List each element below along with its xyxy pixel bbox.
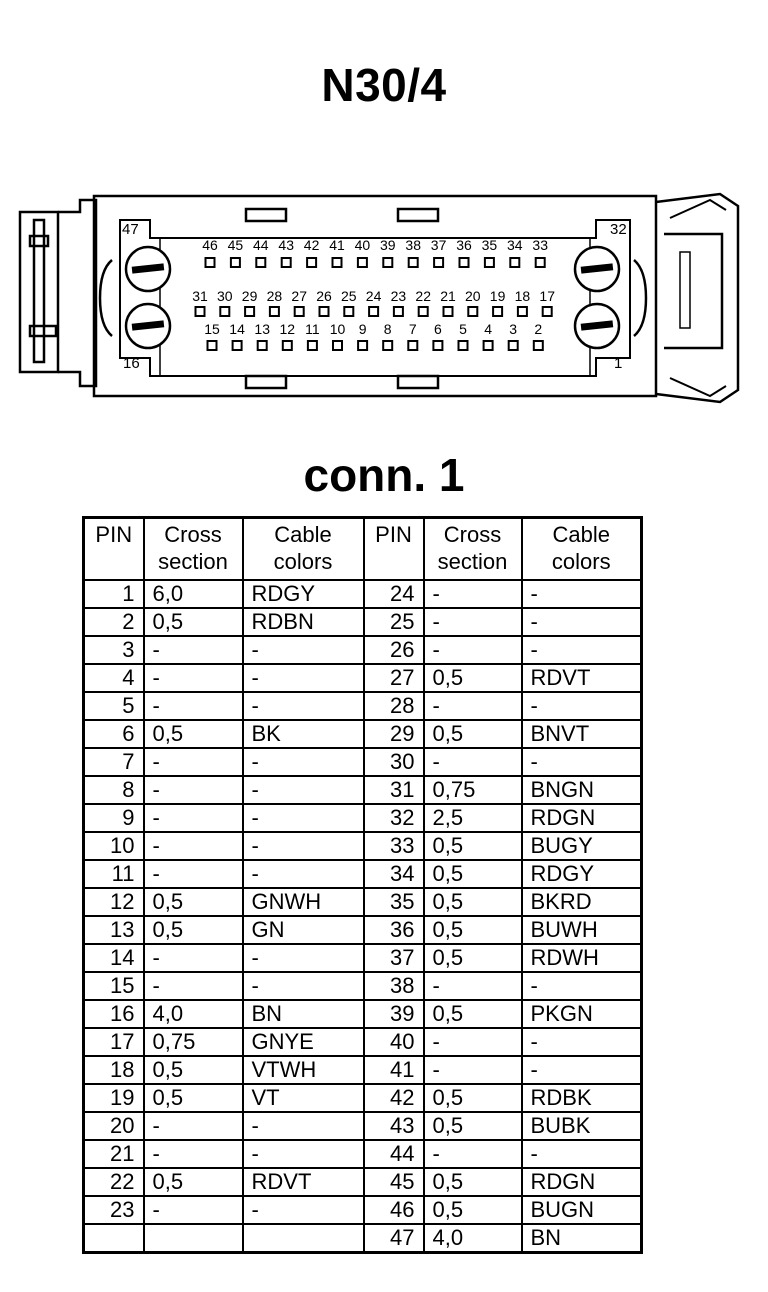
pin-cell: 46 (364, 1196, 424, 1224)
pin-label-12: 12 (279, 321, 296, 337)
cross-section-cell: 6,0 (144, 580, 243, 608)
pin-cell: 6 (84, 720, 144, 748)
connector-title: conn. 1 (303, 449, 465, 501)
pin-socket-30 (220, 307, 229, 316)
pin-label-30: 30 (217, 288, 233, 304)
pin-socket-10 (333, 341, 342, 350)
pin-socket-2 (534, 341, 543, 350)
cross-section-cell: 0,5 (424, 1168, 522, 1196)
corner-label-1: 1 (614, 355, 623, 372)
cable-color-cell: RDVT (522, 664, 642, 692)
pin-socket-23 (394, 307, 403, 316)
cross-section-cell: - (144, 804, 243, 832)
pin-cell: 38 (364, 972, 424, 1000)
table-header-row (84, 518, 642, 581)
cross-section-cell: 0,5 (424, 1112, 522, 1140)
cross-section-cell: 0,5 (144, 1084, 243, 1112)
pin-label-18: 18 (514, 288, 531, 304)
pin-label-34: 34 (507, 237, 523, 253)
pin-cell: 33 (364, 832, 424, 860)
pin-label-13: 13 (254, 321, 270, 337)
pin-cell: 19 (84, 1084, 144, 1112)
table-header-5 (522, 518, 642, 581)
cable-color-cell: - (522, 1056, 642, 1084)
pin-socket-41 (333, 258, 342, 267)
cross-section-cell: 0,5 (424, 888, 522, 916)
cable-color-cell: - (243, 944, 364, 972)
pin-label-31: 31 (192, 288, 208, 304)
pin-socket-35 (485, 258, 494, 267)
cross-section-cell: 4,0 (424, 1224, 522, 1253)
pin-label-36: 36 (456, 237, 472, 253)
pin-cell: 3 (84, 636, 144, 664)
pin-socket-11 (308, 341, 317, 350)
pin-label-6: 6 (434, 321, 442, 337)
table-header-4 (424, 518, 522, 581)
pin-cell: 36 (364, 916, 424, 944)
cable-color-cell: - (522, 1140, 642, 1168)
cross-section-cell: 0,5 (424, 720, 522, 748)
pin-label-11: 11 (305, 321, 320, 337)
cable-color-cell: - (522, 636, 642, 664)
cable-color-cell: - (522, 692, 642, 720)
pin-cell: 21 (84, 1140, 144, 1168)
table-row (84, 692, 642, 720)
pin-label-27: 27 (291, 288, 307, 304)
pin-label-40: 40 (354, 237, 371, 253)
pin-socket-46 (206, 258, 215, 267)
pin-socket-43 (282, 258, 291, 267)
pin-label-26: 26 (316, 288, 332, 304)
table-row (84, 972, 642, 1000)
pin-cell: 40 (364, 1028, 424, 1056)
pin-cell: 39 (364, 1000, 424, 1028)
pin-label-41: 41 (329, 237, 345, 253)
cross-section-cell: 0,5 (144, 1056, 243, 1084)
table-row (84, 776, 642, 804)
pin-socket-37 (434, 258, 443, 267)
pin-socket-8 (383, 341, 392, 350)
cable-color-cell: BKRD (522, 888, 642, 916)
pin-label-4: 4 (484, 321, 492, 337)
cable-color-cell: BK (243, 720, 364, 748)
pin-cell: 11 (84, 860, 144, 888)
cross-section-cell: 0,5 (424, 916, 522, 944)
cable-color-cell: BUWH (522, 916, 642, 944)
cross-section-cell: - (144, 972, 243, 1000)
pin-socket-40 (358, 258, 367, 267)
pin-label-3: 3 (509, 321, 518, 337)
cross-section-cell: 0,5 (424, 1084, 522, 1112)
pin-cell (84, 1224, 144, 1253)
cross-section-cell: - (144, 776, 243, 804)
pin-socket-19 (493, 307, 502, 316)
cable-color-cell: BNVT (522, 720, 642, 748)
cable-color-cell: GNYE (243, 1028, 364, 1056)
pin-socket-33 (536, 258, 545, 267)
pin-cell: 27 (364, 664, 424, 692)
header-text: section (437, 549, 508, 574)
pin-cell: 5 (84, 692, 144, 720)
cable-color-cell: BUGN (522, 1196, 642, 1224)
pin-socket-9 (358, 341, 367, 350)
table-row (84, 748, 642, 776)
cross-section-cell: - (144, 1140, 243, 1168)
pin-label-25: 25 (341, 288, 357, 304)
cross-section-cell: 0,75 (144, 1028, 243, 1056)
pin-cell: 24 (364, 580, 424, 608)
table-row (84, 916, 642, 944)
cable-color-cell: - (243, 1140, 364, 1168)
cable-color-cell: RDGY (522, 860, 642, 888)
pin-cell: 20 (84, 1112, 144, 1140)
cross-section-cell: 0,75 (424, 776, 522, 804)
pin-cell: 13 (84, 916, 144, 944)
pin-label-20: 20 (465, 288, 481, 304)
pin-cell: 15 (84, 972, 144, 1000)
cross-section-cell: - (144, 944, 243, 972)
cross-section-cell: - (144, 692, 243, 720)
header-text: section (158, 549, 228, 574)
pin-label-9: 9 (358, 321, 367, 337)
pin-socket-31 (196, 307, 205, 316)
pin-socket-36 (460, 258, 469, 267)
pin-cell: 10 (84, 832, 144, 860)
cable-color-cell: RDBK (522, 1084, 642, 1112)
table-row (84, 1056, 642, 1084)
cable-color-cell: RDBN (243, 608, 364, 636)
pin-socket-28 (270, 307, 279, 316)
pin-socket-15 (208, 341, 217, 350)
corner-label-16: 16 (123, 355, 140, 372)
pin-socket-13 (258, 341, 267, 350)
pin-socket-34 (510, 258, 519, 267)
cross-section-cell: - (144, 748, 243, 776)
cable-color-cell: GN (243, 916, 364, 944)
pin-cell: 28 (364, 692, 424, 720)
pin-socket-45 (231, 258, 240, 267)
cable-color-cell: - (243, 636, 364, 664)
cable-color-cell: RDVT (243, 1168, 364, 1196)
cross-section-cell: - (424, 1056, 522, 1084)
pin-socket-5 (459, 341, 468, 350)
pin-socket-4 (484, 341, 493, 350)
cable-color-cell: BUBK (522, 1112, 642, 1140)
table-header-3 (364, 518, 424, 581)
pin-socket-29 (245, 307, 254, 316)
cross-section-cell: 0,5 (144, 720, 243, 748)
pin-cell: 34 (364, 860, 424, 888)
pin-label-28: 28 (266, 288, 283, 304)
pin-label-24: 24 (365, 288, 382, 304)
cable-color-cell: GNWH (243, 888, 364, 916)
pin-cell: 9 (84, 804, 144, 832)
pin-cell: 7 (84, 748, 144, 776)
pin-label-42: 42 (303, 237, 320, 253)
pin-label-14: 14 (229, 321, 245, 337)
cross-section-cell: 4,0 (144, 1000, 243, 1028)
cable-color-cell: - (522, 748, 642, 776)
cross-section-cell: - (424, 748, 522, 776)
pin-label-29: 29 (241, 288, 258, 304)
pin-label-10: 10 (329, 321, 346, 337)
cable-color-cell: - (522, 972, 642, 1000)
pin-socket-25 (344, 307, 353, 316)
pin-cell: 44 (364, 1140, 424, 1168)
cross-section-cell: - (424, 608, 522, 636)
pin-label-37: 37 (430, 237, 447, 253)
pin-cell: 37 (364, 944, 424, 972)
pin-socket-7 (408, 341, 417, 350)
pin-label-35: 35 (481, 237, 498, 253)
cable-color-cell: RDGN (522, 804, 642, 832)
cable-color-cell: - (522, 1028, 642, 1056)
table-row (84, 1224, 642, 1253)
connector-diagram (0, 180, 768, 420)
pin-cell: 43 (364, 1112, 424, 1140)
cross-section-cell: 0,5 (144, 1168, 243, 1196)
pin-socket-22 (419, 307, 428, 316)
table-row (84, 832, 642, 860)
table-row (84, 1140, 642, 1168)
pin-socket-27 (295, 307, 304, 316)
cross-section-cell (144, 1224, 243, 1253)
pin-label-17: 17 (539, 288, 555, 304)
cable-color-cell: BN (243, 1000, 364, 1028)
table-row (84, 580, 642, 608)
pin-cell: 45 (364, 1168, 424, 1196)
cable-color-cell: - (243, 1196, 364, 1224)
pin-socket-26 (320, 307, 329, 316)
cross-section-cell: 0,5 (424, 860, 522, 888)
cross-section-cell: - (144, 636, 243, 664)
corner-label-32: 32 (610, 221, 627, 238)
cross-section-cell: 0,5 (424, 664, 522, 692)
header-text: Cross (443, 522, 502, 547)
pin-socket-44 (256, 258, 265, 267)
pin-cell: 8 (84, 776, 144, 804)
pin-label-39: 39 (380, 237, 396, 253)
cable-color-cell: VTWH (243, 1056, 364, 1084)
pin-label-2: 2 (534, 321, 543, 337)
cable-color-cell: VT (243, 1084, 364, 1112)
cable-color-cell: - (243, 860, 364, 888)
pin-label-45: 45 (227, 237, 244, 253)
pin-cell: 42 (364, 1084, 424, 1112)
cross-section-cell: 0,5 (144, 888, 243, 916)
pin-socket-6 (433, 341, 442, 350)
pin-cell: 29 (364, 720, 424, 748)
pin-cell: 41 (364, 1056, 424, 1084)
table-row (84, 720, 642, 748)
corner-label-47: 47 (122, 221, 139, 238)
cable-color-cell: BUGY (522, 832, 642, 860)
pin-cell: 30 (364, 748, 424, 776)
pin-cell: 2 (84, 608, 144, 636)
pin-socket-39 (383, 258, 392, 267)
cross-section-cell: - (144, 860, 243, 888)
cross-section-cell: - (424, 580, 522, 608)
cable-color-cell: - (243, 832, 364, 860)
cable-color-cell: - (243, 776, 364, 804)
table-row (84, 1112, 642, 1140)
pin-cell: 31 (364, 776, 424, 804)
pinout-table (82, 516, 643, 1254)
header-text: Cross (164, 522, 222, 547)
pin-socket-3 (509, 341, 518, 350)
table-row (84, 888, 642, 916)
cable-color-cell: - (243, 692, 364, 720)
cable-color-cell: BN (522, 1224, 642, 1253)
pin-label-44: 44 (253, 237, 269, 253)
pin-label-15: 15 (204, 321, 220, 337)
cable-color-cell (243, 1224, 364, 1253)
pin-cell: 4 (84, 664, 144, 692)
cross-section-cell: 0,5 (144, 608, 243, 636)
table-row (84, 1028, 642, 1056)
pin-cell: 22 (84, 1168, 144, 1196)
pin-cell: 12 (84, 888, 144, 916)
pin-socket-24 (369, 307, 378, 316)
cross-section-cell: 0,5 (424, 944, 522, 972)
cross-section-cell: 0,5 (144, 916, 243, 944)
pin-socket-42 (307, 258, 316, 267)
pin-cell: 32 (364, 804, 424, 832)
pin-label-19: 19 (489, 288, 506, 304)
header-text: colors (551, 549, 611, 574)
pin-label-7: 7 (408, 321, 417, 337)
pin-label-33: 33 (532, 237, 548, 253)
table-row (84, 1168, 642, 1196)
header-text: PIN (95, 522, 133, 547)
header-text: Cable (274, 522, 332, 547)
table-row (84, 804, 642, 832)
cross-section-cell: 0,5 (424, 1000, 522, 1028)
pin-socket-20 (468, 307, 477, 316)
pin-socket-21 (444, 307, 453, 316)
cross-section-cell: - (424, 1140, 522, 1168)
pin-cell: 47 (364, 1224, 424, 1253)
header-text: colors (273, 549, 333, 574)
cross-section-cell: - (424, 692, 522, 720)
cable-color-cell: RDGN (522, 1168, 642, 1196)
cable-color-cell: - (522, 580, 642, 608)
table-row (84, 636, 642, 664)
pin-cell: 1 (84, 580, 144, 608)
cable-color-cell: - (243, 972, 364, 1000)
pin-cell: 17 (84, 1028, 144, 1056)
header-text: Cable (552, 522, 610, 547)
pin-cell: 18 (84, 1056, 144, 1084)
cross-section-cell: 0,5 (424, 832, 522, 860)
pin-label-5: 5 (459, 321, 467, 337)
cable-color-cell: PKGN (522, 1000, 642, 1028)
pin-socket-18 (518, 307, 527, 316)
table-row (84, 1084, 642, 1112)
pin-label-8: 8 (383, 321, 392, 337)
cross-section-cell: - (424, 1028, 522, 1056)
table-row (84, 944, 642, 972)
page-title: N30/4 (321, 59, 447, 111)
table-row (84, 608, 642, 636)
cable-color-cell: RDGY (243, 580, 364, 608)
table-row (84, 1196, 642, 1224)
cross-section-cell: - (144, 1196, 243, 1224)
cross-section-cell: 2,5 (424, 804, 522, 832)
pin-cell: 25 (364, 608, 424, 636)
pin-socket-38 (409, 258, 418, 267)
table-row (84, 1000, 642, 1028)
cross-section-cell: - (424, 972, 522, 1000)
header-text: PIN (375, 522, 412, 547)
cable-color-cell: - (243, 748, 364, 776)
pin-cell: 14 (84, 944, 144, 972)
pin-socket-17 (543, 307, 552, 316)
cable-color-cell: - (522, 608, 642, 636)
pin-label-21: 21 (440, 288, 456, 304)
table-header-0 (84, 518, 144, 581)
pin-cell: 26 (364, 636, 424, 664)
pin-label-22: 22 (415, 288, 431, 304)
cross-section-cell: - (144, 832, 243, 860)
table-header-1 (144, 518, 243, 581)
table-row (84, 664, 642, 692)
pin-socket-14 (233, 341, 242, 350)
cross-section-cell: 0,5 (424, 1196, 522, 1224)
cable-color-cell: - (243, 664, 364, 692)
pin-cell: 16 (84, 1000, 144, 1028)
pin-label-43: 43 (278, 237, 294, 253)
cable-color-cell: RDWH (522, 944, 642, 972)
table-header-2 (243, 518, 364, 581)
cross-section-cell: - (144, 664, 243, 692)
cable-color-cell: BNGN (522, 776, 642, 804)
table-row (84, 860, 642, 888)
pin-label-46: 46 (202, 237, 218, 253)
pin-socket-12 (283, 341, 292, 350)
cross-section-cell: - (424, 636, 522, 664)
pin-cell: 35 (364, 888, 424, 916)
cross-section-cell: - (144, 1112, 243, 1140)
cable-color-cell: - (243, 1112, 364, 1140)
pin-cell: 23 (84, 1196, 144, 1224)
pin-label-38: 38 (405, 237, 421, 253)
pin-label-23: 23 (390, 288, 407, 304)
cable-color-cell: - (243, 804, 364, 832)
